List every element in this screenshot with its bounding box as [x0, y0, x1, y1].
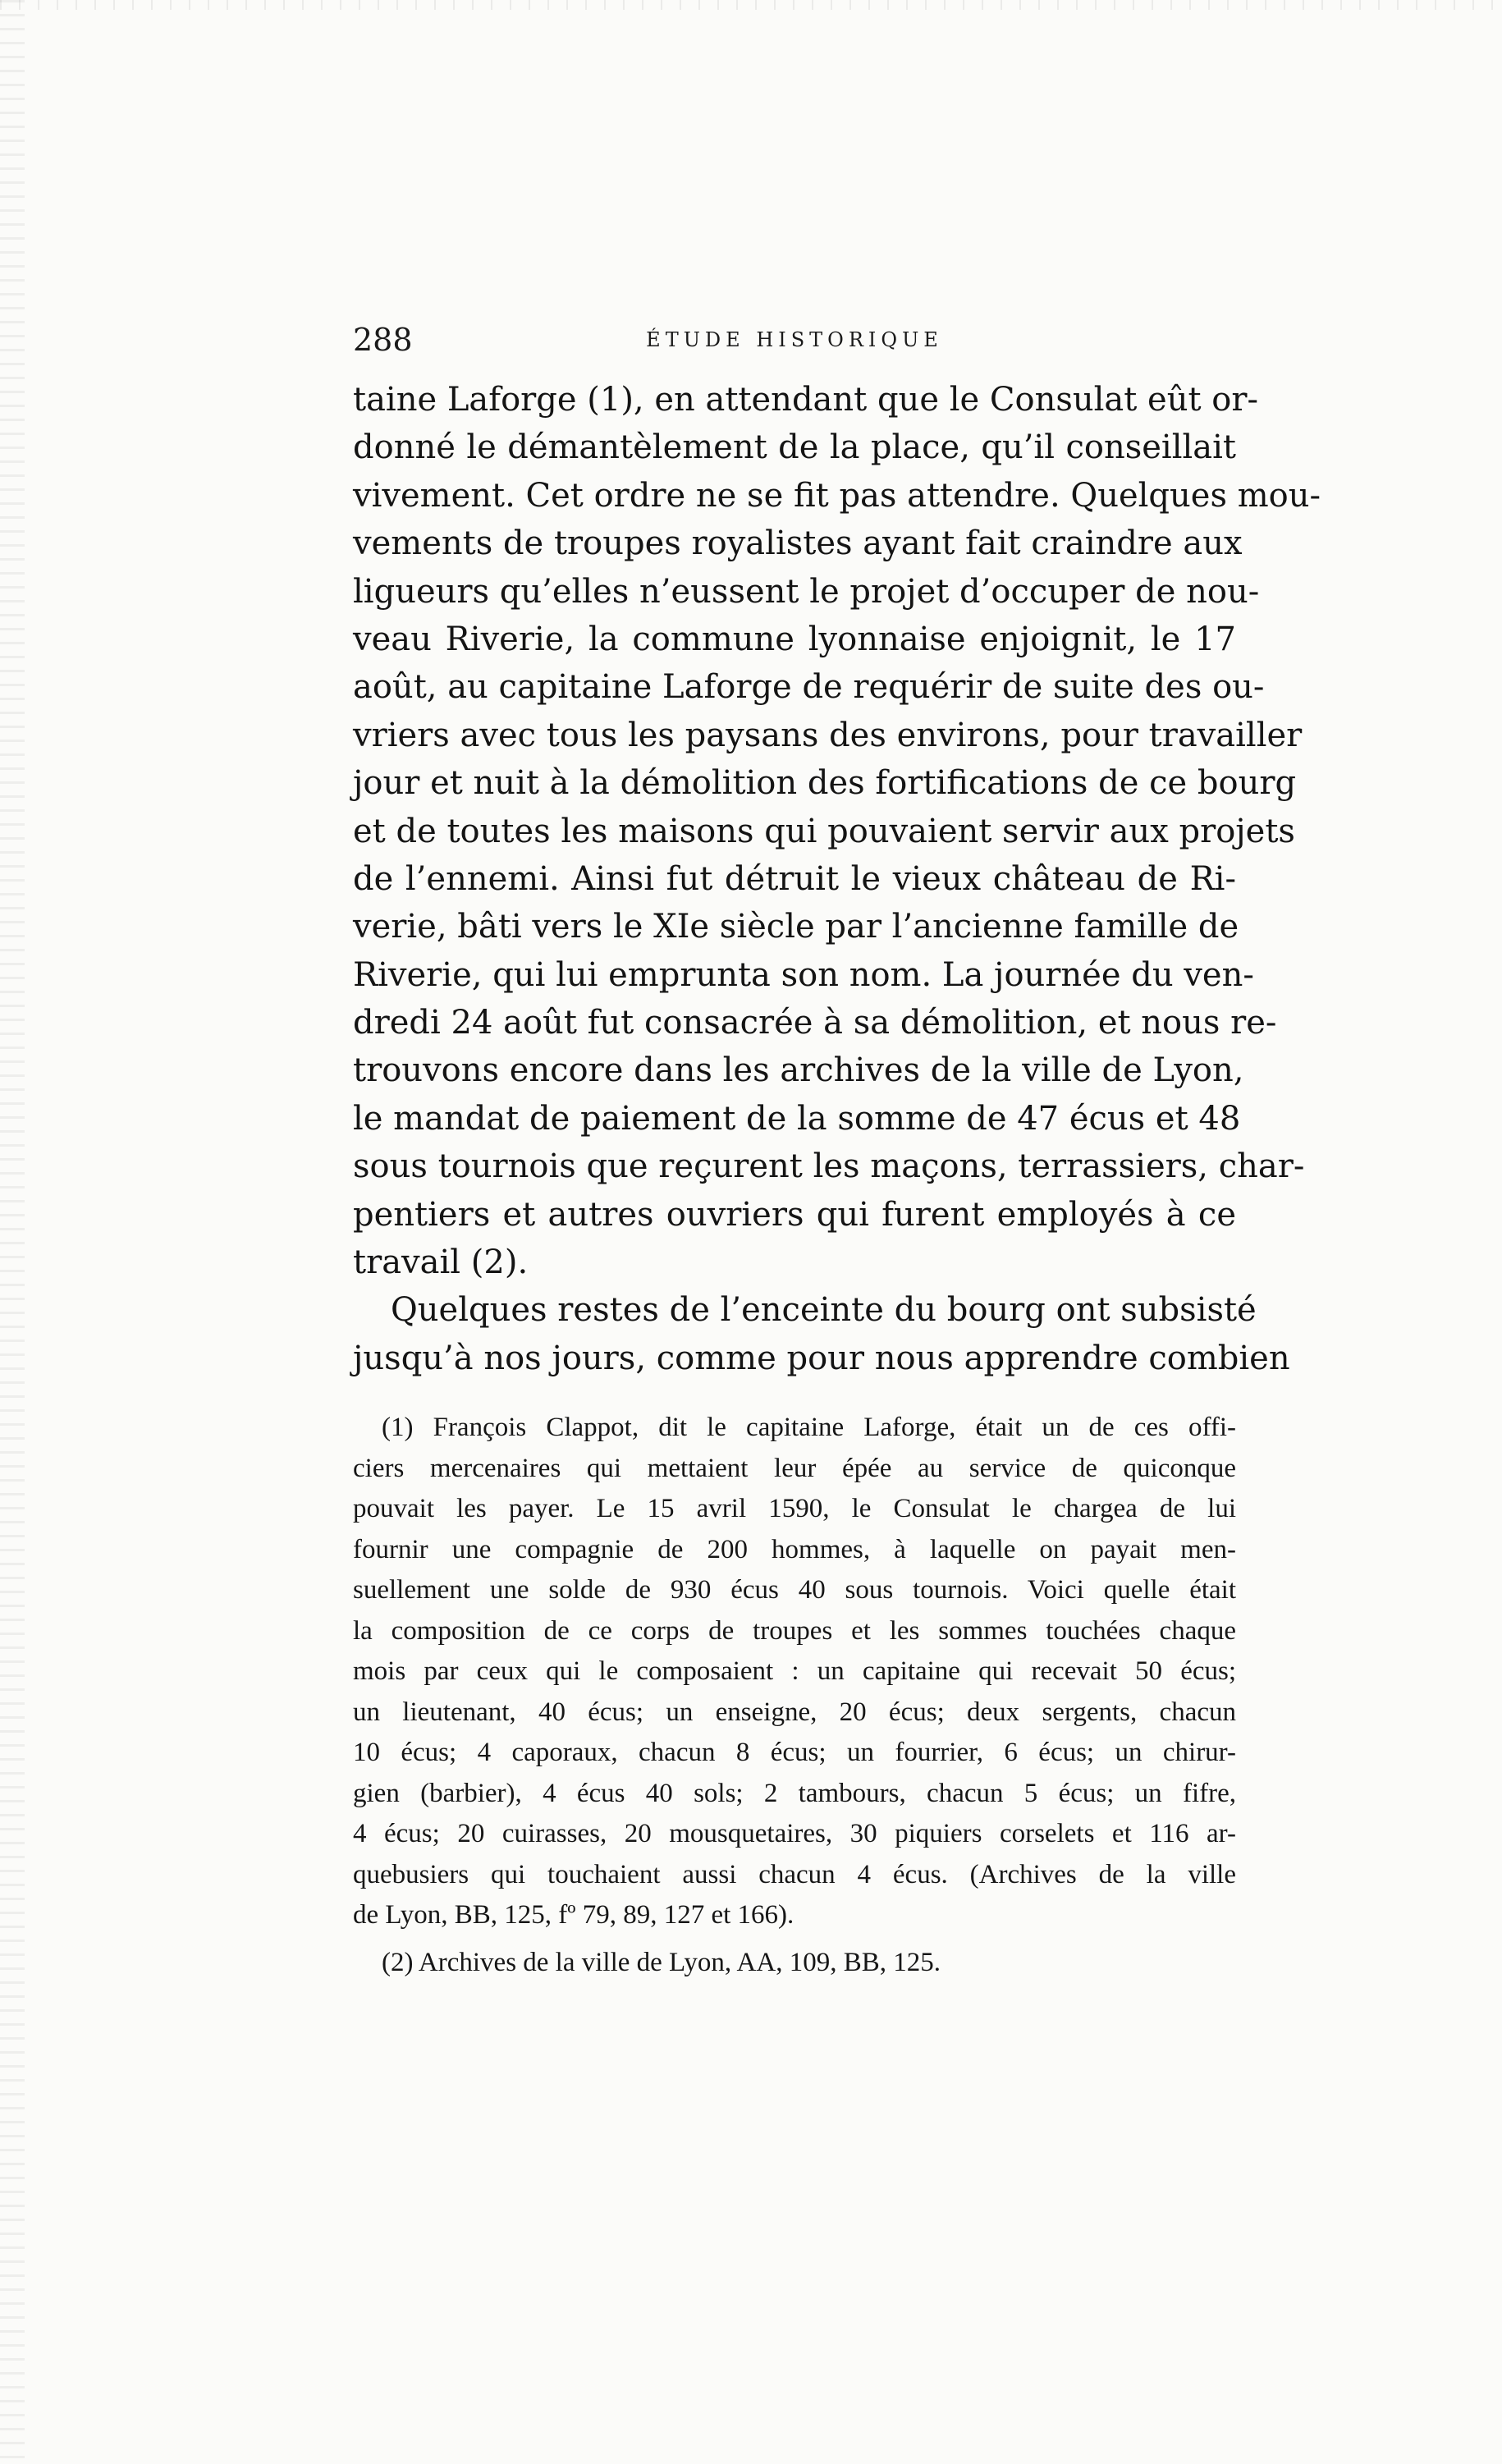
text-line: de l’ennemi. Ainsi fut détruit le vieux château de Ri- — [353, 859, 1236, 898]
page-edge-top — [0, 0, 1502, 10]
main-text — [353, 376, 1321, 1382]
text-line: et de toutes les maisons qui pouvaient servir aux projets — [353, 812, 1295, 850]
text-line: jusqu’à nos jours, comme pour nous apprendre combien — [353, 1339, 1290, 1377]
text-line: Riverie, qui lui emprunta son nom. La journée du ven- — [353, 955, 1254, 994]
page-header — [353, 320, 1236, 360]
text-line: taine Laforge (1), en attendant que le Consulat eût or- — [353, 381, 1258, 419]
text-line: vements de troupes royalistes ayant fait craindre aux — [353, 524, 1243, 563]
text-line: donné le démantèlement de la place, qu’il conseillait — [353, 428, 1236, 467]
footnotes — [353, 1408, 1236, 1983]
text-line: vriers avec tous les paysans des environs, pour travailler — [353, 716, 1303, 754]
text-line: veau Riverie, la commune lyonnaise enjoignit, le 17 — [353, 620, 1236, 658]
text-line: travail (2). — [353, 1243, 529, 1282]
text-line: le mandat de paiement de la somme de 47 écus et 48 — [353, 1099, 1241, 1138]
text-line: dredi 24 août fut consacrée à sa démolition, et nous re- — [353, 1004, 1277, 1042]
footnote-1-line: la composition de ce corps de troupes et les sommes touchées chaque — [353, 1615, 1236, 1646]
footnote-1-line: suellement une solde de 930 écus 40 sous tournois. Voici quelle était — [353, 1575, 1236, 1605]
footnote-2: (2) Archives de la ville de Lyon, AA, 109, BB, 125. — [382, 1947, 941, 1977]
footnote-gap — [382, 1936, 1236, 1943]
footnote-1-line: mois par ceux qui le composaient : un capitaine qui recevait 50 écus; — [353, 1656, 1236, 1686]
footnote-1-line: (1) François Clappot, dit le capitaine Laforge, était un de ces offi- — [382, 1413, 1236, 1442]
text-line: trouvons encore dans les archives de la ville de Lyon, — [353, 1051, 1244, 1090]
footnote-1-line: fournir une compagnie de 200 hommes, à laquelle on payait men- — [353, 1534, 1236, 1564]
text-line: jour et nuit à la démolition des fortifications de ce bourg — [353, 764, 1297, 803]
text-line: août, au capitaine Laforge de requérir de suite des ou- — [353, 668, 1265, 707]
text-line: vivement. Cet ordre ne se fit pas attendre. Quelques mou- — [353, 476, 1321, 515]
footnote-1-line: gien (barbier), 4 écus 40 sols; 2 tambours, chacun 5 écus; un fifre, — [353, 1778, 1236, 1808]
footnote-1-line: quebusiers qui touchaient aussi chacun 4 écus. (Archives de la ville — [353, 1859, 1236, 1889]
page-edge-left — [0, 0, 25, 2464]
footnote-1-line: ciers mercenaires qui mettaient leur épée au service de quiconque — [353, 1453, 1236, 1483]
footnote-1-line: 4 écus; 20 cuirasses, 20 mousquetaires, 30 piquiers corselets et 116 ar- — [353, 1819, 1236, 1848]
page-number: 288 — [353, 322, 413, 358]
text-line: verie, bâti vers le XIe siècle par l’ancienne famille de — [353, 908, 1239, 946]
footnote-1-line: de Lyon, BB, 125, fº 79, 89, 127 et 166). — [353, 1900, 795, 1930]
text-line: pentiers et autres ouvriers qui furent employés à ce — [353, 1195, 1236, 1234]
text-line: sous tournois que reçurent les maçons, terrassiers, char- — [353, 1147, 1305, 1186]
footnote-1-line: pouvait les payer. Le 15 avril 1590, le Consulat le chargea de lui — [353, 1494, 1236, 1523]
footnote-1-line: 10 écus; 4 caporaux, chacun 8 écus; un fourrier, 6 écus; un chirur- — [353, 1738, 1236, 1767]
text-line: Quelques restes de l’enceinte du bourg ont subsisté — [391, 1291, 1257, 1330]
footnote-1-line: un lieutenant, 40 écus; un enseigne, 20 écus; deux sergents, chacun — [353, 1697, 1236, 1727]
text-line: ligueurs qu’elles n’eussent le projet d’occuper de nou- — [353, 572, 1260, 611]
running-head: ÉTUDE HISTORIQUE — [646, 328, 943, 351]
